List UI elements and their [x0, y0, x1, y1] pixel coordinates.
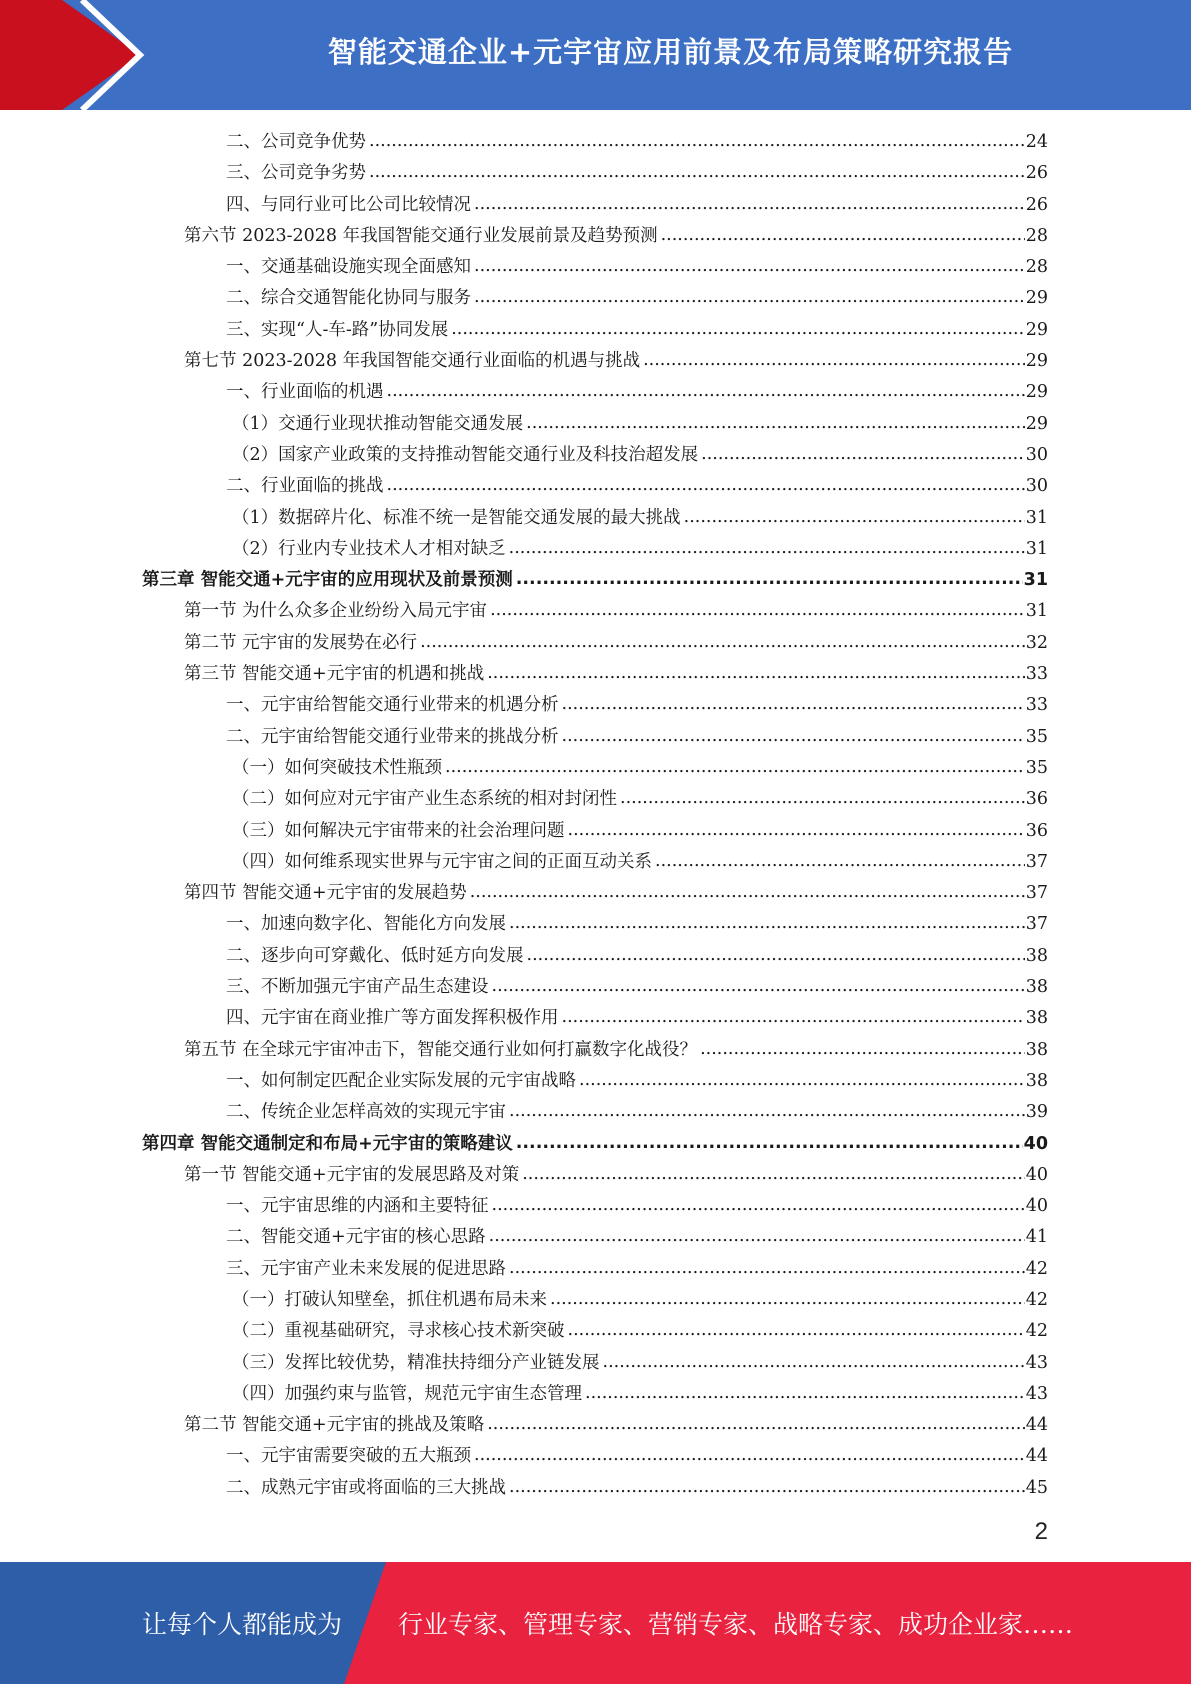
toc-entry-page: 38	[1025, 1070, 1048, 1091]
toc-entry-page: 33	[1025, 664, 1048, 685]
report-header	[0, 0, 1191, 110]
toc-entry-label: 二、逐步向可穿戴化、低时延方向发展	[226, 945, 524, 966]
toc-entry[interactable]	[142, 127, 1048, 158]
toc-entry[interactable]	[142, 847, 1048, 878]
toc-entry-page: 28	[1025, 257, 1048, 278]
table-of-contents	[142, 127, 1048, 1504]
toc-leader-dots	[470, 877, 1025, 908]
toc-entry[interactable]	[142, 1473, 1048, 1504]
toc-entry-label: （三）发挥比较优势，精准扶持细分产业链发展	[232, 1352, 600, 1373]
toc-leader-dots	[700, 1034, 1025, 1065]
toc-entry-label: （二）如何应对元宇宙产业生态系统的相对封闭性	[232, 789, 617, 810]
toc-entry[interactable]	[142, 1348, 1048, 1379]
toc-entry[interactable]	[142, 1222, 1048, 1253]
toc-entry-page: 40	[1025, 1164, 1048, 1185]
toc-leader-dots	[509, 1253, 1025, 1284]
toc-entry[interactable]	[142, 878, 1048, 909]
toc-entry-label: 三、元宇宙产业未来发展的促进思路	[226, 1258, 506, 1279]
toc-leader-dots	[562, 1002, 1025, 1033]
toc-entry-label: （1）数据碎片化、标准不统一是智能交通发展的最大挑战	[232, 507, 681, 528]
toc-leader-dots	[550, 1284, 1025, 1315]
toc-entry[interactable]	[142, 1129, 1048, 1160]
toc-entry[interactable]	[142, 1097, 1048, 1128]
toc-leader-dots	[516, 1128, 1023, 1159]
toc-leader-dots	[369, 157, 1025, 188]
toc-entry[interactable]	[142, 315, 1048, 346]
toc-leader-dots	[661, 220, 1025, 251]
toc-entry-label: 第五节 在全球元宇宙冲击下，智能交通行业如何打赢数字化战役？	[184, 1039, 698, 1060]
toc-leader-dots	[492, 971, 1025, 1002]
toc-leader-dots	[509, 1096, 1025, 1127]
toc-entry-label: （二）重视基础研究，寻求核心技术新突破	[232, 1321, 565, 1342]
toc-entry-page: 37	[1025, 883, 1048, 904]
toc-entry-page: 31	[1025, 538, 1048, 559]
toc-entry-label: 一、如何制定匹配企业实际发展的元宇宙战略	[226, 1070, 576, 1091]
toc-leader-dots	[579, 1065, 1025, 1096]
toc-entry[interactable]	[142, 1191, 1048, 1222]
toc-entry-page: 38	[1025, 1039, 1048, 1060]
toc-entry[interactable]	[142, 659, 1048, 690]
toc-leader-dots	[451, 314, 1025, 345]
toc-entry[interactable]	[142, 941, 1048, 972]
toc-entry-page: 44	[1025, 1446, 1048, 1467]
toc-entry-label: 一、加速向数字化、智能化方向发展	[226, 914, 506, 935]
toc-leader-dots	[568, 815, 1025, 846]
toc-entry-page: 26	[1025, 163, 1048, 184]
toc-entry-page: 29	[1025, 382, 1048, 403]
toc-entry-page: 28	[1025, 225, 1048, 246]
toc-leader-dots	[509, 908, 1025, 939]
toc-entry-page: 35	[1025, 757, 1048, 778]
toc-entry-label: 一、交通基础设施实现全面感知	[226, 257, 471, 278]
toc-entry-page: 42	[1025, 1321, 1048, 1342]
page-number: 2	[1034, 1518, 1048, 1545]
toc-entry-page: 31	[1023, 570, 1048, 591]
toc-leader-dots	[527, 940, 1025, 971]
footer-slogan-right: 行业专家、管理专家、营销专家、战略专家、成功企业家……	[398, 1610, 1074, 1639]
toc-entry-page: 26	[1025, 194, 1048, 215]
toc-entry[interactable]	[142, 816, 1048, 847]
toc-entry-page: 38	[1025, 1008, 1048, 1029]
toc-leader-dots	[489, 1221, 1025, 1252]
toc-entry-page: 29	[1025, 319, 1048, 340]
toc-entry-label: 第四节 智能交通+元宇宙的发展趋势	[184, 883, 467, 904]
toc-entry[interactable]	[142, 534, 1048, 565]
toc-leader-dots	[474, 282, 1025, 313]
toc-entry[interactable]	[142, 503, 1048, 534]
toc-entry[interactable]	[142, 283, 1048, 314]
toc-leader-dots	[509, 1472, 1025, 1503]
toc-leader-dots	[562, 689, 1025, 720]
toc-leader-dots	[369, 126, 1025, 157]
toc-entry[interactable]	[142, 753, 1048, 784]
toc-entry-label: （三）如何解决元宇宙带来的社会治理问题	[232, 820, 565, 841]
footer-slogan-left: 让每个人都能成为	[142, 1610, 343, 1639]
toc-entry-page: 37	[1025, 914, 1048, 935]
toc-entry-page: 40	[1023, 1133, 1048, 1154]
toc-entry-label: 第六节 2023-2028 年我国智能交通行业发展前景及趋势预测	[184, 225, 658, 246]
toc-leader-dots	[701, 439, 1025, 470]
toc-leader-dots	[420, 627, 1025, 658]
toc-entry-label: 二、元宇宙给智能交通行业带来的挑战分析	[226, 726, 559, 747]
toc-entry[interactable]	[142, 784, 1048, 815]
toc-entry-label: 二、综合交通智能化协同与服务	[226, 288, 471, 309]
toc-entry-label: 三、公司竞争劣势	[226, 163, 366, 184]
toc-entry-label: （四）加强约束与监管，规范元宇宙生态管理	[232, 1383, 582, 1404]
toc-leader-dots	[487, 1409, 1024, 1440]
toc-entry-label: 第一节 为什么众多企业纷纷入局元宇宙	[184, 601, 488, 622]
toc-entry-label: （一）打破认知壁垒，抓住机遇布局未来	[232, 1289, 547, 1310]
toc-entry-label: 第三章 智能交通+元宇宙的应用现状及前景预测	[142, 570, 513, 591]
toc-entry-label: 四、与同行业可比公司比较情况	[226, 194, 471, 215]
toc-entry[interactable]	[142, 1441, 1048, 1472]
toc-entry-page: 38	[1025, 977, 1048, 998]
toc-leader-dots	[474, 189, 1025, 220]
toc-entry-label: 一、元宇宙思维的内涵和主要特征	[226, 1196, 489, 1217]
toc-leader-dots	[522, 1159, 1024, 1190]
toc-leader-dots	[684, 502, 1025, 533]
toc-entry-page: 43	[1025, 1383, 1048, 1404]
toc-entry-page: 36	[1025, 820, 1048, 841]
toc-leader-dots	[492, 1190, 1025, 1221]
toc-entry-page: 35	[1025, 726, 1048, 747]
toc-entry-label: 二、智能交通+元宇宙的核心思路	[226, 1227, 486, 1248]
toc-entry[interactable]	[142, 596, 1048, 627]
toc-entry-page: 31	[1025, 601, 1048, 622]
toc-entry-label: 三、不断加强元宇宙产品生态建设	[226, 977, 489, 998]
toc-entry-label: 第二节 智能交通+元宇宙的挑战及策略	[184, 1415, 485, 1436]
toc-entry[interactable]	[142, 722, 1048, 753]
toc-entry-label: 二、公司竞争优势	[226, 132, 366, 152]
toc-leader-dots	[487, 658, 1024, 689]
toc-entry-page: 38	[1025, 945, 1048, 966]
toc-entry[interactable]	[142, 252, 1048, 283]
toc-entry-page: 29	[1025, 413, 1048, 434]
toc-entry-label: 第一节 智能交通+元宇宙的发展思路及对策	[184, 1164, 520, 1185]
toc-entry[interactable]	[142, 221, 1048, 252]
toc-entry-label: 二、成熟元宇宙或将面临的三大挑战	[226, 1477, 506, 1498]
toc-leader-dots	[509, 533, 1025, 564]
toc-entry-page: 37	[1025, 851, 1048, 872]
toc-entry-label: 第七节 2023-2028 年我国智能交通行业面临的机遇与挑战	[184, 351, 641, 372]
toc-entry[interactable]	[142, 158, 1048, 189]
toc-leader-dots	[603, 1347, 1025, 1378]
toc-entry-label: 二、传统企业怎样高效的实现元宇宙	[226, 1102, 506, 1123]
toc-entry-label: 第三节 智能交通+元宇宙的机遇和挑战	[184, 664, 485, 685]
toc-entry-label: （1）交通行业现状推动智能交通发展	[232, 413, 524, 434]
toc-leader-dots	[620, 783, 1025, 814]
toc-entry-label: 一、行业面临的机遇	[226, 382, 384, 403]
toc-leader-dots	[562, 721, 1025, 752]
toc-entry[interactable]	[142, 1254, 1048, 1285]
report-title: 智能交通企业+元宇宙应用前景及布局策略研究报告	[327, 34, 1014, 69]
toc-entry-page: 30	[1025, 476, 1048, 497]
toc-leader-dots	[474, 1440, 1025, 1471]
toc-entry[interactable]	[142, 690, 1048, 721]
toc-leader-dots	[445, 752, 1025, 783]
toc-entry-page: 43	[1025, 1352, 1048, 1373]
toc-entry[interactable]	[142, 409, 1048, 440]
toc-entry-page: 24	[1025, 132, 1048, 152]
toc-leader-dots	[526, 408, 1025, 439]
toc-entry-page: 42	[1025, 1289, 1048, 1310]
toc-entry[interactable]	[142, 1003, 1048, 1034]
toc-entry[interactable]	[142, 565, 1048, 596]
toc-entry[interactable]	[142, 972, 1048, 1003]
toc-leader-dots	[568, 1315, 1025, 1346]
toc-entry-label: 四、元宇宙在商业推广等方面发挥积极作用	[226, 1008, 559, 1029]
toc-entry-page: 30	[1025, 444, 1048, 465]
toc-entry-label: 三、实现“人-车-路”协同发展	[226, 319, 449, 340]
toc-entry-page: 33	[1025, 695, 1048, 716]
toc-entry-label: 第二节 元宇宙的发展势在必行	[184, 632, 418, 653]
toc-entry[interactable]	[142, 190, 1048, 221]
toc-entry[interactable]	[142, 377, 1048, 408]
toc-leader-dots	[585, 1378, 1025, 1409]
toc-entry-page: 40	[1025, 1196, 1048, 1217]
header-chevron-icon	[0, 0, 160, 110]
toc-entry[interactable]	[142, 1285, 1048, 1316]
toc-entry[interactable]	[142, 628, 1048, 659]
toc-entry[interactable]	[142, 440, 1048, 471]
toc-entry-page: 41	[1025, 1227, 1048, 1248]
toc-entry-label: 一、元宇宙需要突破的五大瓶颈	[226, 1446, 471, 1467]
toc-entry-page: 32	[1025, 632, 1048, 653]
toc-entry-label: （2）行业内专业技术人才相对缺乏	[232, 538, 506, 559]
toc-entry-page: 29	[1025, 288, 1048, 309]
toc-leader-dots	[474, 251, 1025, 282]
toc-entry-label: （2）国家产业政策的支持推动智能交通行业及科技治超发展	[232, 444, 699, 465]
toc-entry-page: 36	[1025, 789, 1048, 810]
toc-entry-page: 44	[1025, 1415, 1048, 1436]
toc-entry-label: 第四章 智能交通制定和布局+元宇宙的策略建议	[142, 1133, 513, 1154]
toc-entry-page: 42	[1025, 1258, 1048, 1279]
toc-entry[interactable]	[142, 1160, 1048, 1191]
toc-entry[interactable]	[142, 909, 1048, 940]
toc-entry[interactable]	[142, 1316, 1048, 1347]
toc-entry-page: 31	[1025, 507, 1048, 528]
toc-entry-label: 二、行业面临的挑战	[226, 476, 384, 497]
toc-entry[interactable]	[142, 1379, 1048, 1410]
toc-leader-dots	[655, 846, 1025, 877]
toc-entry-label: （一）如何突破技术性瓶颈	[232, 757, 442, 778]
toc-entry[interactable]	[142, 1410, 1048, 1441]
toc-leader-dots	[516, 564, 1023, 595]
toc-leader-dots	[387, 470, 1025, 501]
toc-leader-dots	[490, 595, 1025, 626]
toc-entry[interactable]	[142, 346, 1048, 377]
toc-entry-label: 一、元宇宙给智能交通行业带来的机遇分析	[226, 695, 559, 716]
toc-leader-dots	[387, 376, 1025, 407]
toc-entry[interactable]	[142, 471, 1048, 502]
toc-entry-page: 45	[1025, 1477, 1048, 1498]
toc-entry[interactable]	[142, 1035, 1048, 1066]
toc-entry-page: 29	[1025, 351, 1048, 372]
toc-entry[interactable]	[142, 1066, 1048, 1097]
toc-entry-label: （四）如何维系现实世界与元宇宙之间的正面互动关系	[232, 851, 652, 872]
report-footer	[0, 1562, 1191, 1684]
toc-entry-page: 39	[1025, 1102, 1048, 1123]
toc-leader-dots	[643, 345, 1025, 376]
